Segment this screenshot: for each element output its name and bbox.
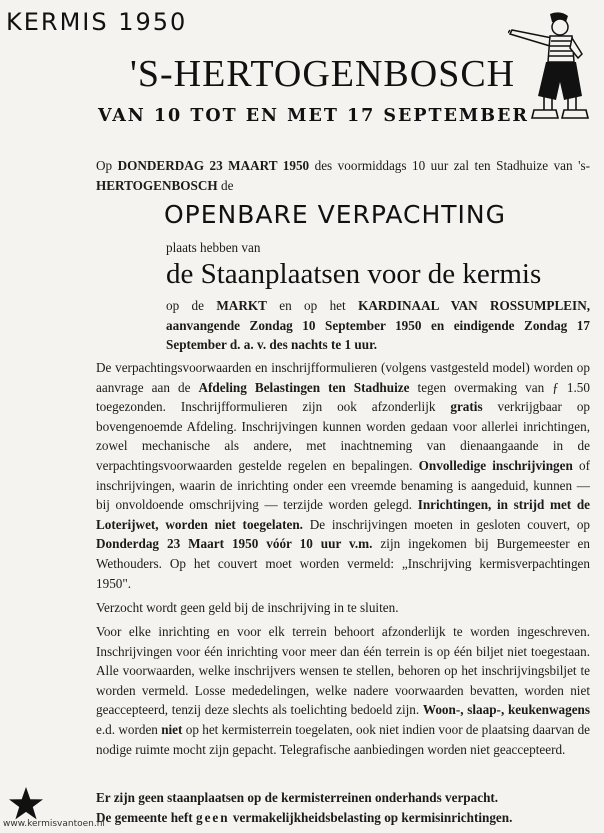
auction-announcement: Op DONDERDAG 23 MAART 1950 des voormiddags 10 uur zal ten Stadhuize van 's-HERTOGENBOSCH de: [96, 158, 590, 193]
location-paragraph: op de MARKT en op het KARDINAAL VAN ROSSUMPLEIN, aanvangende Zondag 10 September 1950 en eindigende Zondag 17 September d. a. v. des nachts te 1 uur.: [166, 298, 591, 353]
notice-line-2: De gemeente heft geen vermakelijkheidsbelasting op kermisinrichtingen.: [96, 809, 513, 825]
closing-notice: [96, 788, 590, 827]
registration-rules-paragraph: Voor elke inrichting en voor elk terrein behoort afzonderlijk te worden ingeschreven. Inschrijvingen voor één inrichting voor meer dan één terrein is op één biljet niet toegestaan. Alle voorwaarden, welke inschrijvers wensen te stellen, behoren op het inschrijvingsbiljet te worden vermeld. Losse mededelingen, welke nadere voorwaarden bevatten, worden niet geaccepteerd, tenzij deze slechts als toelichting bedoeld zijn. Woon-, slaap-, keukenwagens e.d. worden niet op het kermisterrein toegelaten, ook niet indien voor de plaatsing daarvan de nodige ruimte mocht zijn gepacht. Telegrafische aanbiedingen worden niet geaccepteerd.: [96, 624, 591, 757]
pointing-boy-illustration-icon: [508, 10, 590, 126]
section-heading-public-lease: OPENBARE VERPACHTING: [164, 200, 506, 229]
no-money-paragraph: Verzocht wordt geen geld bij de inschrijving in te sluiten.: [96, 600, 399, 615]
kermis-year-title: KERMIS 1950: [6, 8, 188, 36]
notice-line-1: Er zijn geen staanplaatsen op de kermisterreinen onderhands verpacht.: [96, 790, 499, 805]
section-heading-stands: de Staanplaatsen voor de kermis: [166, 258, 542, 290]
city-title: 'S-HERTOGENBOSCH: [130, 53, 516, 95]
conditions-paragraph: De verpachtingsvoorwaarden en inschrijfformulieren (volgens vastgesteld model) worden op aanvrage aan de Afdeling Belastingen ten Stadhuize tegen overmaking van ƒ 1.50 toegezonden. Inschrijfformulieren zijn ook afzonderlijk gratis verkrijgbaar op bovengenoemde Afdeling. Inschrijvingen kunnen worden gedaan voor allerlei inrichtingen, zowel mechanische als andere, met inachtneming van dienaangaande in de verpachtingsvoorwaarden gestelde regelen en bepalingen. Onvolledige inschrijvingen of inschrijvingen, waarin de inrichting onder een vreemde benaming is aangeduid, kunnen — bij onvoldoende omschrijving — terzijde worden gelegd. Inrichtingen, in strijd met de Loterijwet, worden niet toegelaten. De inschrijvingen moeten in gesloten couvert, op Donderdag 23 Maart 1950 vóór 10 uur v.m. zijn ingekomen bij Burgemeester en Wethouders. Op het couvert moet worden vermeld: „Inschrijving kermisverpachtingen 1950".: [96, 360, 591, 591]
date-range: VAN 10 TOT EN MET 17 SEPTEMBER: [98, 106, 529, 126]
star-icon: [8, 786, 44, 822]
plaats-text: plaats hebben van: [166, 240, 261, 255]
watermark-url: www.kermisvantoen.nl: [3, 819, 105, 829]
